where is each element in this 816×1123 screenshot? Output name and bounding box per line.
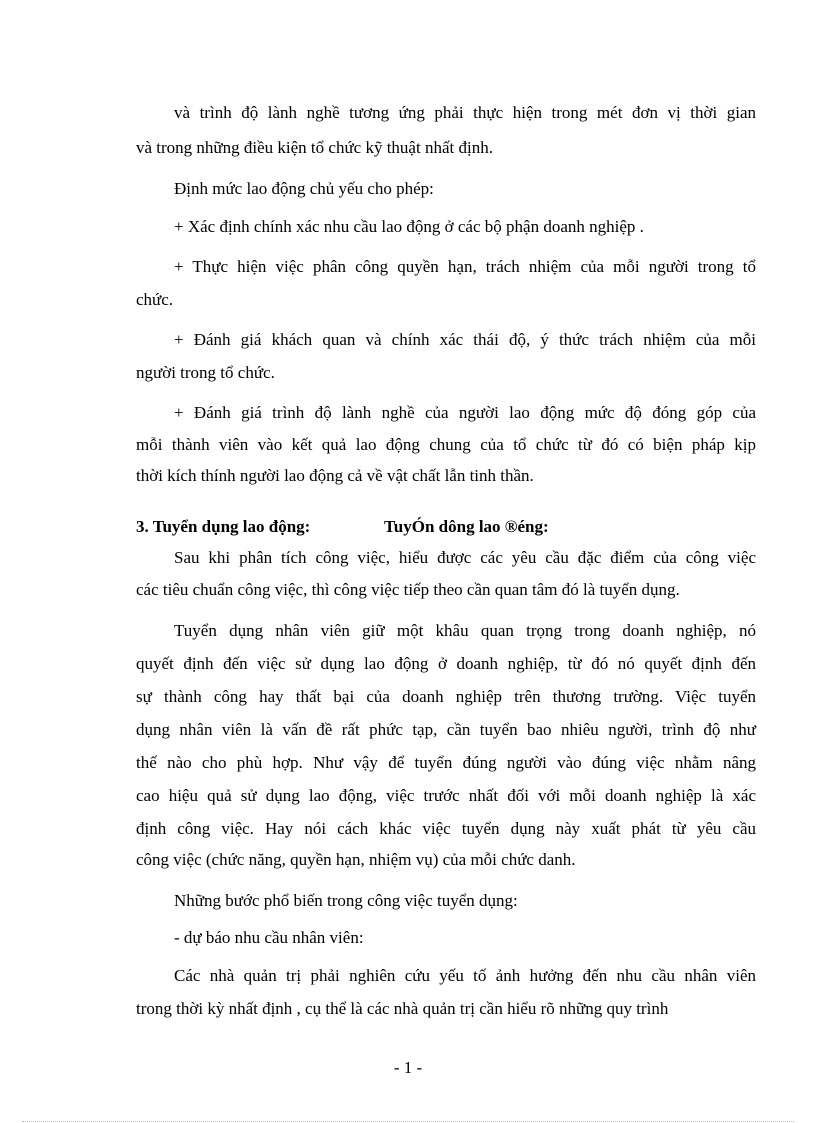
text-line: trong thời kỳ nhất định , cụ thể là các nhà quản trị cần hiểu rõ những quy trình	[136, 999, 669, 1018]
text-line: Những bước phổ biến trong công việc tuyển dụng:	[174, 891, 518, 910]
text-line: + Đánh giá trình độ lành nghề của người lao động mức độ đóng góp của	[174, 403, 756, 422]
text-line: Định mức lao động chủ yếu cho phép:	[174, 179, 434, 198]
text-line: mỗi thành viên vào kết quả lao động chung của tổ chức từ đó có biện pháp kịp	[136, 435, 756, 454]
section-heading: 3. Tuyển dụng lao động:	[136, 517, 311, 536]
text-line: thế nào cho phù hợp. Như vậy để tuyển đúng người vào đúng việc nhằm nâng	[136, 753, 756, 772]
text-line: chức.	[136, 290, 174, 309]
text-line: + Đánh giá khách quan và chính xác thái độ, ý thức trách nhiệm của mỗi	[174, 330, 756, 349]
text-line: người trong tổ chức.	[136, 363, 275, 382]
page-number: - 1 -	[393, 1058, 423, 1077]
text-line: và trong những điều kiện tổ chức kỹ thuật nhất định.	[136, 138, 493, 157]
text-line: các tiêu chuẩn công việc, thì công việc tiếp theo cần quan tâm đó là tuyển dụng.	[136, 580, 680, 599]
text-line: sự thành công hay thất bại của doanh nghiệp trên thương trường. Việc tuyển	[136, 687, 756, 706]
text-line: công việc (chức năng, quyền hạn, nhiệm vụ) của mỗi chức danh.	[136, 850, 576, 869]
text-line: Tuyển dụng nhân viên giữ một khâu quan trọng trong doanh nghiệp, nó	[174, 621, 756, 640]
text-line: dụng nhân viên là vấn đề rất phức tạp, cần tuyển bao nhiêu người, trình độ như	[136, 720, 756, 739]
text-line: cao hiệu quả sử dụng lao động, việc trước nhất đối với mỗi doanh nghiệp là xác	[136, 786, 756, 805]
page-footer-divider	[22, 1121, 794, 1122]
text-line: Sau khi phân tích công việc, hiểu được các yêu cầu đặc điểm của công việc	[174, 548, 756, 567]
section-heading-legacy-encoding: TuyÓn dông lao ®éng:	[384, 517, 549, 536]
text-line: và trình độ lành nghề tương ứng phải thực hiện trong mét đơn vị thời gian	[174, 103, 756, 122]
text-line: Các nhà quản trị phải nghiên cứu yếu tố ảnh hưởng đến nhu cầu nhân viên	[174, 966, 756, 985]
text-line: + Thực hiện việc phân công quyền hạn, trách nhiệm của mỗi người trong tổ	[174, 257, 756, 276]
text-line: + Xác định chính xác nhu cầu lao động ở các bộ phận doanh nghiệp .	[174, 217, 644, 236]
text-line: - dự báo nhu cầu nhân viên:	[174, 928, 364, 947]
text-line: định công việc. Hay nói cách khác việc tuyển dụng này xuất phát từ yêu cầu	[136, 819, 756, 838]
text-line: quyết định đến việc sử dụng lao động ở doanh nghiệp, từ đó nó quyết định đến	[136, 654, 756, 673]
text-line: thời kích thính người lao động cả về vật chất lẫn tinh thần.	[136, 466, 534, 485]
